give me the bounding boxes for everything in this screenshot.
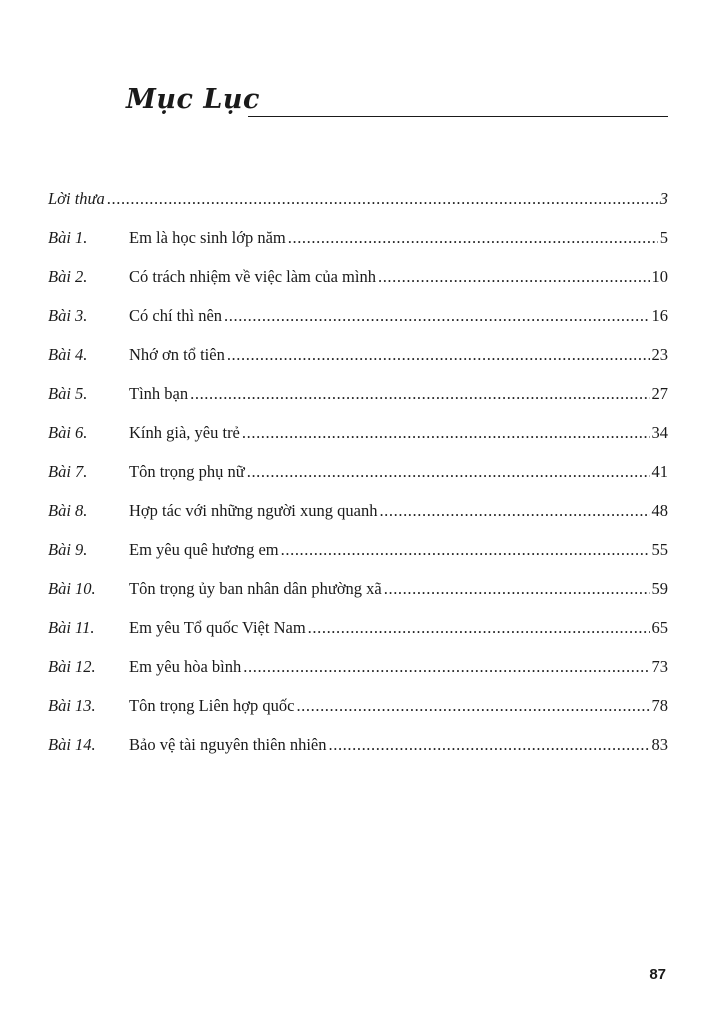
toc-lesson-number: Bài 3. (48, 306, 88, 325)
toc-row-lesson-12[interactable] (48, 654, 668, 693)
toc-entry-title: Em yêu hòa bình (129, 657, 242, 676)
toc-page-number: 65 (651, 618, 668, 637)
toc-page-number: 55 (651, 540, 668, 559)
dot-leader (296, 693, 649, 719)
toc-page-number: 23 (651, 345, 668, 364)
toc-entry-title: Hợp tác với những người xung quanh (129, 501, 378, 520)
toc-page-number: 83 (651, 735, 668, 754)
toc-page-number: 78 (651, 696, 668, 715)
dot-leader (378, 264, 650, 290)
toc-entry-title: Kính già, yêu trẻ (129, 423, 240, 442)
toc-lesson-number: Bài 10. (48, 579, 96, 598)
toc-page-number: 5 (659, 228, 668, 247)
dot-leader (243, 654, 649, 680)
toc-page-number: 34 (651, 423, 668, 442)
toc-page-number: 3 (659, 189, 668, 208)
dot-leader (329, 732, 650, 758)
toc-row-lesson-6[interactable] (48, 420, 668, 459)
dot-leader (242, 420, 650, 446)
toc-row-lesson-2[interactable] (48, 264, 668, 303)
toc-lesson-number: Bài 4. (48, 345, 88, 364)
toc-entry-title: Tôn trọng phụ nữ (129, 462, 245, 481)
dot-leader (107, 186, 658, 212)
toc-row-lesson-8[interactable] (48, 498, 668, 537)
toc-lesson-number: Bài 5. (48, 384, 88, 403)
toc-row-lesson-7[interactable] (48, 459, 668, 498)
page-title: Mục Lục (126, 84, 260, 115)
toc-row-lesson-9[interactable] (48, 537, 668, 576)
toc-page-number: 48 (651, 501, 668, 520)
toc-row-lesson-5[interactable] (48, 381, 668, 420)
dot-leader (190, 381, 649, 407)
dot-leader (281, 537, 650, 563)
toc-lesson-number: Bài 14. (48, 735, 96, 754)
toc-lesson-number: Bài 6. (48, 423, 88, 442)
toc-page-number: 16 (651, 306, 668, 325)
toc-row-lesson-11[interactable] (48, 615, 668, 654)
toc-lesson-number: Bài 1. (48, 228, 88, 247)
toc-row-lesson-1[interactable] (48, 225, 668, 264)
page-number: 87 (649, 966, 666, 983)
dot-leader (308, 615, 650, 641)
toc-page-number: 73 (651, 657, 668, 676)
toc-lesson-number: Bài 13. (48, 696, 96, 715)
toc-row-lesson-13[interactable] (48, 693, 668, 732)
table-of-contents (48, 186, 668, 771)
toc-lesson-number: Bài 7. (48, 462, 88, 481)
toc-entry-title: Nhớ ơn tổ tiên (129, 345, 225, 364)
toc-entry-title: Em là học sinh lớp năm (129, 228, 286, 247)
toc-row-lesson-4[interactable] (48, 342, 668, 381)
toc-page-number: 59 (651, 579, 668, 598)
toc-lesson-number: Bài 2. (48, 267, 88, 286)
toc-lesson-number: Bài 8. (48, 501, 88, 520)
toc-heading (126, 82, 668, 122)
toc-row-lesson-14[interactable] (48, 732, 668, 771)
toc-lesson-number: Bài 9. (48, 540, 88, 559)
dot-leader (379, 498, 649, 524)
toc-entry-title: Bảo vệ tài nguyên thiên nhiên (129, 735, 327, 754)
toc-lesson-number: Bài 11. (48, 618, 95, 637)
dot-leader (288, 225, 658, 251)
toc-lesson-number: Bài 12. (48, 657, 96, 676)
toc-entry-title: Tình bạn (129, 384, 189, 403)
toc-page-number: 41 (651, 462, 668, 481)
title-underline (248, 116, 668, 117)
dot-leader (384, 576, 650, 602)
toc-row-lesson-10[interactable] (48, 576, 668, 615)
toc-row-lesson-3[interactable] (48, 303, 668, 342)
toc-entry-title: Em yêu quê hương em (129, 540, 279, 559)
dot-leader (227, 342, 650, 368)
toc-entry-title: Có trách nhiệm về việc làm của mình (129, 267, 376, 286)
toc-entry-title: Lời thưa (48, 189, 105, 208)
toc-entry-title: Tôn trọng ủy ban nhân dân phường xã (129, 579, 382, 598)
toc-row-preface[interactable] (48, 186, 668, 225)
dot-leader (247, 459, 650, 485)
toc-entry-title: Em yêu Tổ quốc Việt Nam (129, 618, 306, 637)
dot-leader (224, 303, 649, 329)
toc-page-number: 27 (651, 384, 668, 403)
toc-entry-title: Có chí thì nên (129, 306, 223, 325)
toc-page-number: 10 (651, 267, 668, 286)
toc-entry-title: Tôn trọng Liên hợp quốc (129, 696, 295, 715)
